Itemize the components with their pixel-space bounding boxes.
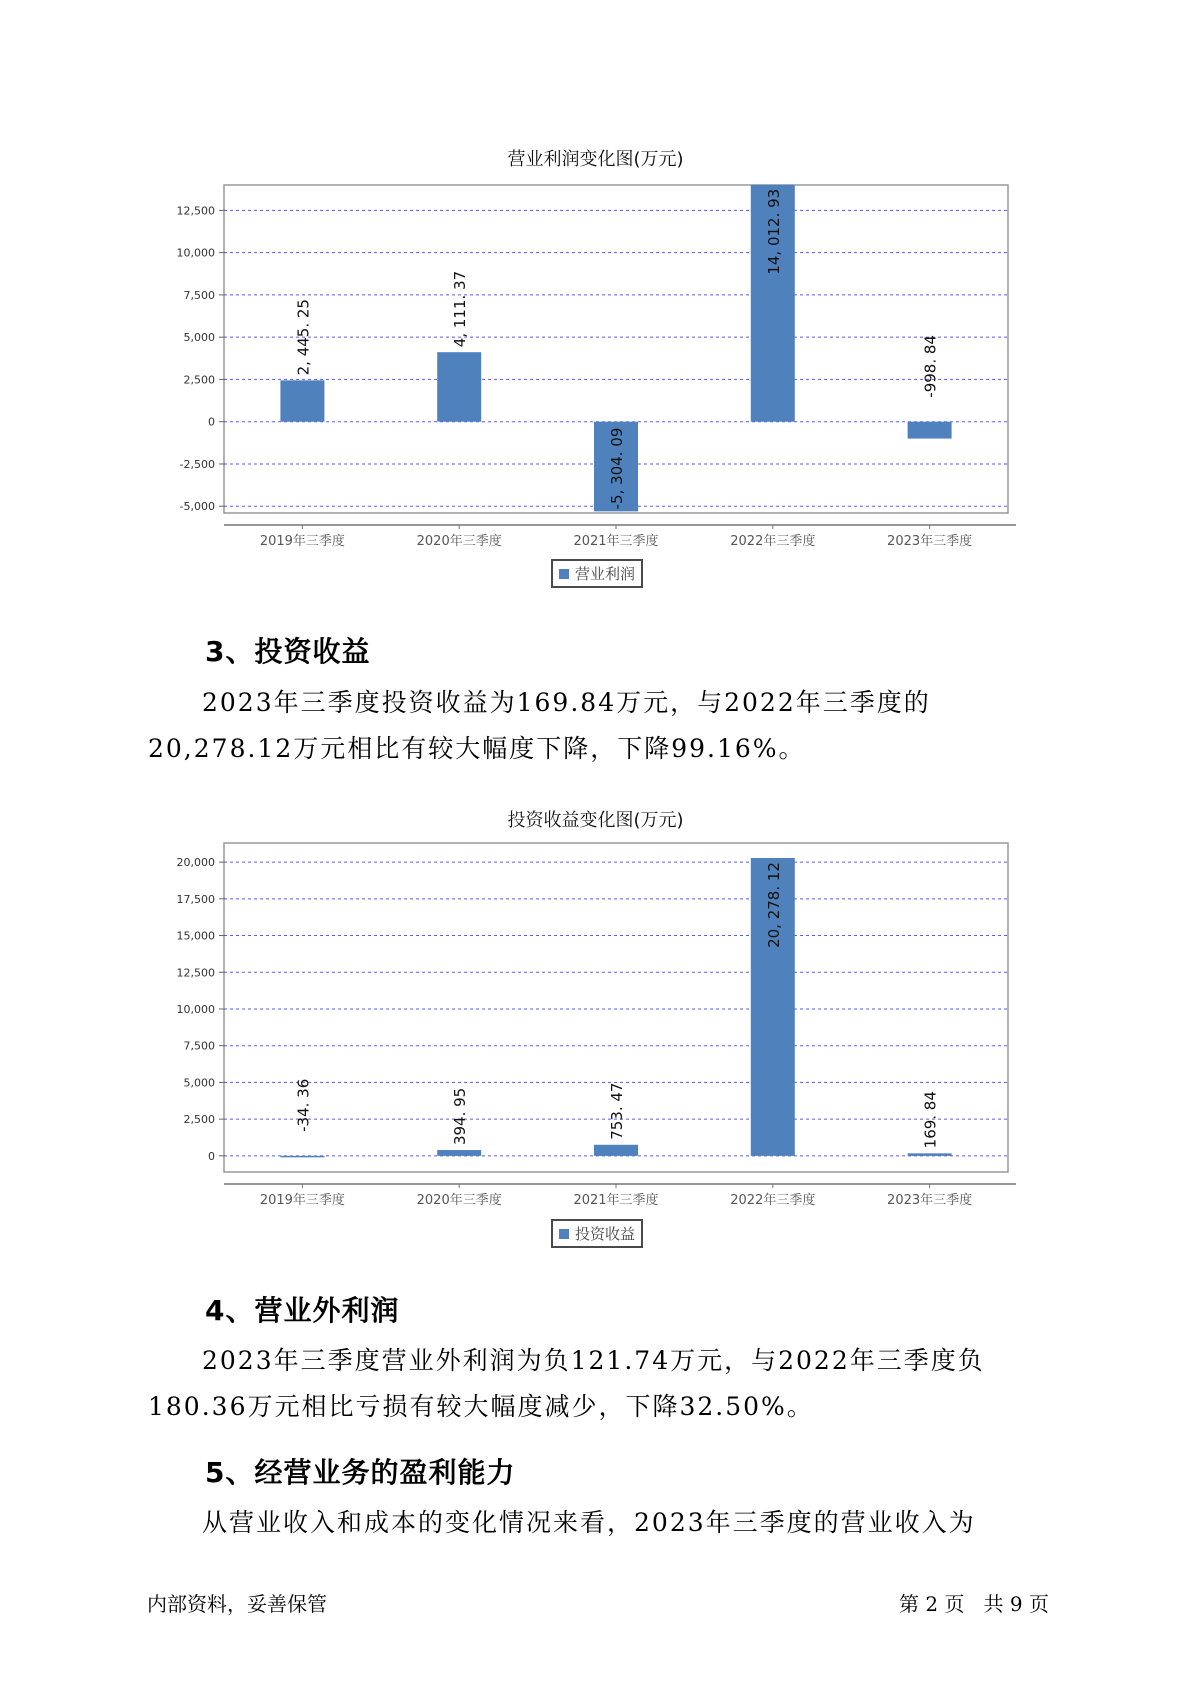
y-tick-label: 2,500: [183, 373, 215, 387]
y-tick-label: 15,000: [176, 929, 215, 943]
chart2-title: 投资收益变化图(万元): [507, 810, 684, 831]
data-label: 2, 445. 25: [294, 299, 313, 376]
legend-swatch-icon: [559, 1229, 569, 1239]
x-tick-label: 2020年三季度: [416, 534, 502, 549]
data-label: 394. 95: [451, 1087, 470, 1146]
x-tick-label: 2021年三季度: [573, 1193, 659, 1208]
y-tick-label: 0: [208, 1149, 215, 1163]
x-tick-label: 2021年三季度: [573, 534, 659, 549]
y-tick-label: 7,500: [183, 288, 215, 302]
y-tick-label: 5,000: [183, 331, 215, 345]
x-tick-label: 2022年三季度: [730, 1193, 816, 1208]
y-tick-label: -2,500: [179, 457, 215, 471]
y-tick-label: 0: [208, 415, 215, 429]
y-tick-label: 5,000: [183, 1076, 215, 1090]
section5-heading: 5、经营业务的盈利能力: [205, 1456, 516, 1489]
data-label: 14, 012. 93: [764, 188, 783, 275]
data-label: -34. 36: [294, 1078, 313, 1132]
chart2-legend: [551, 1219, 643, 1248]
bar: [594, 1145, 638, 1156]
x-tick-label: 2023年三季度: [887, 1193, 973, 1208]
section4-text: 2023年三季度营业外利润为负121.74万元，与2022年三季度负180.36万元相比亏损有较大幅度减少，下降32.50%。: [148, 1346, 985, 1421]
footer-confidential: 内部资料，妥善保管: [147, 1592, 327, 1616]
y-tick-label: 10,000: [176, 246, 215, 260]
data-label: 753. 47: [608, 1082, 626, 1140]
data-label: -998. 84: [921, 335, 940, 398]
y-tick-label: 10,000: [176, 1002, 215, 1016]
y-tick-label: 20,000: [176, 856, 215, 870]
y-tick-label: 7,500: [183, 1039, 215, 1053]
x-tick-label: 2019年三季度: [259, 534, 345, 549]
data-label: 4, 111. 37: [451, 270, 470, 348]
data-label: 20, 278. 12: [764, 862, 783, 948]
chart1-title: 营业利润变化图(万元): [507, 149, 684, 170]
bar: [437, 1150, 481, 1156]
data-label: -5, 304. 09: [608, 427, 626, 510]
data-label: 169. 84: [921, 1091, 940, 1149]
chart2-legend-label: 投资收益: [575, 1225, 636, 1243]
section3-text: 2023年三季度投资收益为169.84万元，与2022年三季度的20,278.12万元相比有较大幅度下降，下降99.16%。: [148, 688, 931, 763]
x-tick-label: 2023年三季度: [887, 534, 973, 549]
y-tick-label: 2,500: [183, 1113, 215, 1127]
bar: [280, 1156, 324, 1158]
footer-page-number: 第 2 页 共 9 页: [899, 1592, 1049, 1616]
y-tick-label: -5,000: [179, 500, 215, 514]
x-tick-label: 2022年三季度: [730, 534, 816, 549]
y-tick-label: 17,500: [176, 892, 215, 906]
bar: [908, 1153, 952, 1155]
section5-text: 从营业收入和成本的变化情况来看，2023年三季度的营业收入为: [202, 1508, 976, 1537]
section3-heading: 3、投资收益: [205, 635, 371, 668]
x-tick-label: 2020年三季度: [416, 1193, 502, 1208]
chart1-legend-label: 营业利润: [575, 565, 636, 583]
y-tick-label: 12,500: [176, 966, 215, 980]
x-tick-label: 2019年三季度: [259, 1193, 345, 1208]
y-tick-label: 12,500: [176, 204, 215, 218]
section4-heading: 4、营业外利润: [205, 1294, 400, 1327]
